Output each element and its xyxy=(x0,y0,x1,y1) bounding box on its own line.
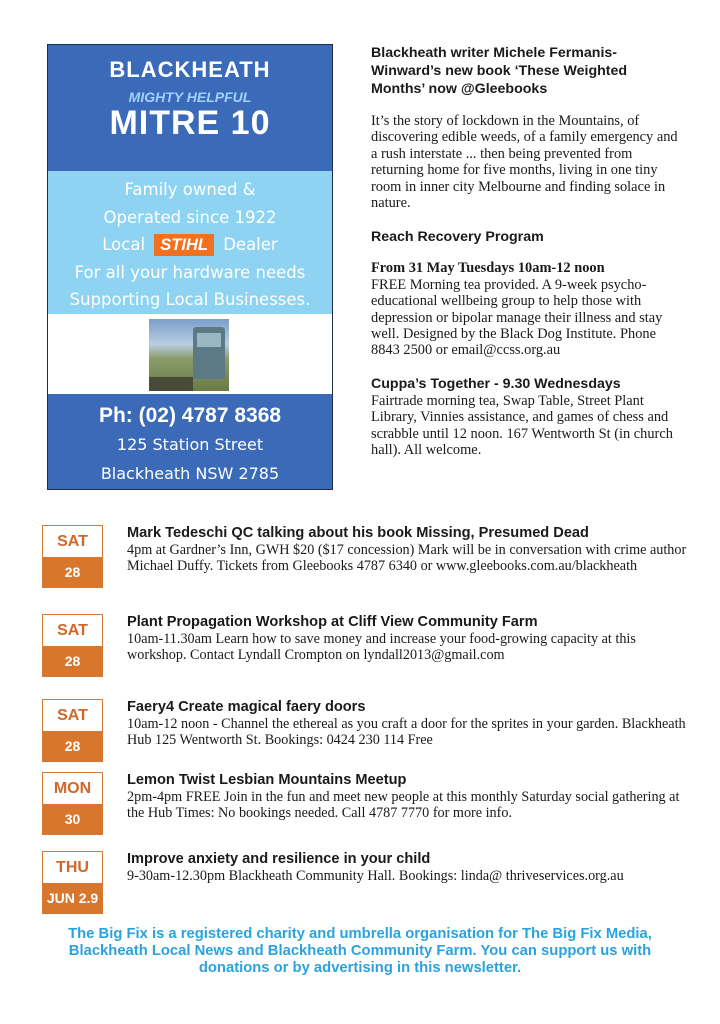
ad-line: Supporting Local Businesses. xyxy=(69,290,311,309)
event-text: 10am-12 noon - Channel the ethereal as you craft a door for the sprites in your garden. Blackheath Hub 125 Wentworth St. Bookings: 0424 230 114 Free xyxy=(127,716,686,749)
event-day: SAT xyxy=(43,700,102,731)
event-text: 2pm-4pm FREE Join in the fun and meet new people at this monthly Saturday social gathering at the Hub Times: No bookings needed. Call 4787 7770 for more info. xyxy=(127,789,680,822)
ad-info-panel xyxy=(48,171,332,314)
ad-line: For all your hardware needs xyxy=(74,262,306,282)
book-cover-image xyxy=(149,319,229,391)
article-body: It’s the story of lockdown in the Mountains, of discovering edible weeds, of a family emergency and a rush interstate ... then being prevented from returning home for five months, living in one tiny room in inner city Melbourne and finding solace in nature. xyxy=(371,113,678,212)
event-day: SAT xyxy=(43,526,102,557)
ad-line: Operated since 1922 xyxy=(103,207,277,227)
event-text: 9-30am-12.30pm Blackheath Community Hall. Bookings: linda@ thriveservices.org.au xyxy=(127,868,624,884)
event-details xyxy=(127,525,692,574)
ad-address-line2: Blackheath NSW 2785 xyxy=(100,464,280,483)
article-heading: Blackheath writer Michele Fermanis-Winward’s new book ‘These Weighted Months’ now @Gleebooks xyxy=(371,45,628,97)
event-date: 28 xyxy=(43,731,102,761)
event-day: MON xyxy=(43,773,102,804)
event-title: Improve anxiety and resilience in your child xyxy=(127,851,431,867)
ad-contact-panel xyxy=(48,394,332,489)
event-date: JUN 2.9 xyxy=(43,883,102,913)
ad-brand-line3: MITRE 10 xyxy=(109,104,271,142)
event-text: 10am-11.30am Learn how to save money and increase your food-growing capacity at this workshop. Contact Lyndall Crompton on lyndall2013@gmail.com xyxy=(127,631,636,664)
ad-local-suffix: Dealer xyxy=(223,235,278,254)
rock-graphic xyxy=(149,377,193,391)
article-body: Fairtrade morning tea, Swap Table, Street Plant Library, Vinnies assistance, and games of chess and scrabble until 12 noon. 167 Wentworth St (in church hall). All welcome. xyxy=(371,392,673,459)
event-details xyxy=(127,699,692,748)
event-date-badge xyxy=(42,525,103,588)
event-text: 4pm at Gardner’s Inn, GWH $20 ($17 concession) Mark will be in conversation with crime author Michael Duffy. Tickets from Gleebooks 4787 6340 or www.gleebooks.com.au/blackheath xyxy=(127,542,687,575)
event-date-badge xyxy=(42,614,103,677)
ad-brand-header xyxy=(48,45,332,171)
event-title: Faery4 Create magical faery doors xyxy=(127,699,366,715)
ad-local-prefix: Local xyxy=(102,235,146,254)
ad-phone: Ph: (02) 4787 8368 xyxy=(98,404,282,427)
ad-photo-strip xyxy=(48,314,332,394)
event-details xyxy=(127,851,692,884)
event-details xyxy=(127,614,692,663)
article-body: FREE Morning tea provided. A 9-week psycho-educational wellbeing group to help those with depression or bipolar manage their illness and stay well. Designed by the Black Dog Institute. Phone 8843 2500 or email@ccss.org.au xyxy=(371,276,663,359)
event-title: Plant Propagation Workshop at Cliff View Community Farm xyxy=(127,614,538,630)
ad-brand-line1: BLACKHEATH xyxy=(109,57,271,82)
ad-stihl-line xyxy=(48,231,332,259)
event-date: 30 xyxy=(43,804,102,834)
event-date-badge xyxy=(42,772,103,835)
mitre10-advertisement xyxy=(47,44,333,490)
car-graphic xyxy=(193,327,225,379)
event-date-badge xyxy=(42,699,103,762)
event-day: SAT xyxy=(43,615,102,646)
ad-line: Family owned & xyxy=(124,180,256,199)
article-heading: Reach Recovery Program xyxy=(371,229,544,246)
ad-brand-line2: MIGHTY HELPFUL xyxy=(128,89,252,105)
news-column xyxy=(371,44,681,459)
event-title: Mark Tedeschi QC talking about his book Missing, Presumed Dead xyxy=(127,525,589,541)
footer-notice: The Big Fix is a registered charity and umbrella organisation for The Big Fix Media, Blackheath Local News and Blackheath Community Farm. You can support us with donations or by advertising in this newsletter. xyxy=(68,926,652,976)
event-title: Lemon Twist Lesbian Mountains Meetup xyxy=(127,772,407,788)
article-subheading: From 31 May Tuesdays 10am-12 noon xyxy=(371,260,605,277)
ad-address-line1: 125 Station Street xyxy=(116,435,264,454)
event-details xyxy=(127,772,692,821)
article-heading: Cuppa’s Together - 9.30 Wednesdays xyxy=(371,375,621,392)
event-day: THU xyxy=(43,852,102,883)
stihl-logo: STIHL xyxy=(154,234,214,256)
event-date-badge xyxy=(42,851,103,914)
event-date: 28 xyxy=(43,557,102,587)
event-date: 28 xyxy=(43,646,102,676)
